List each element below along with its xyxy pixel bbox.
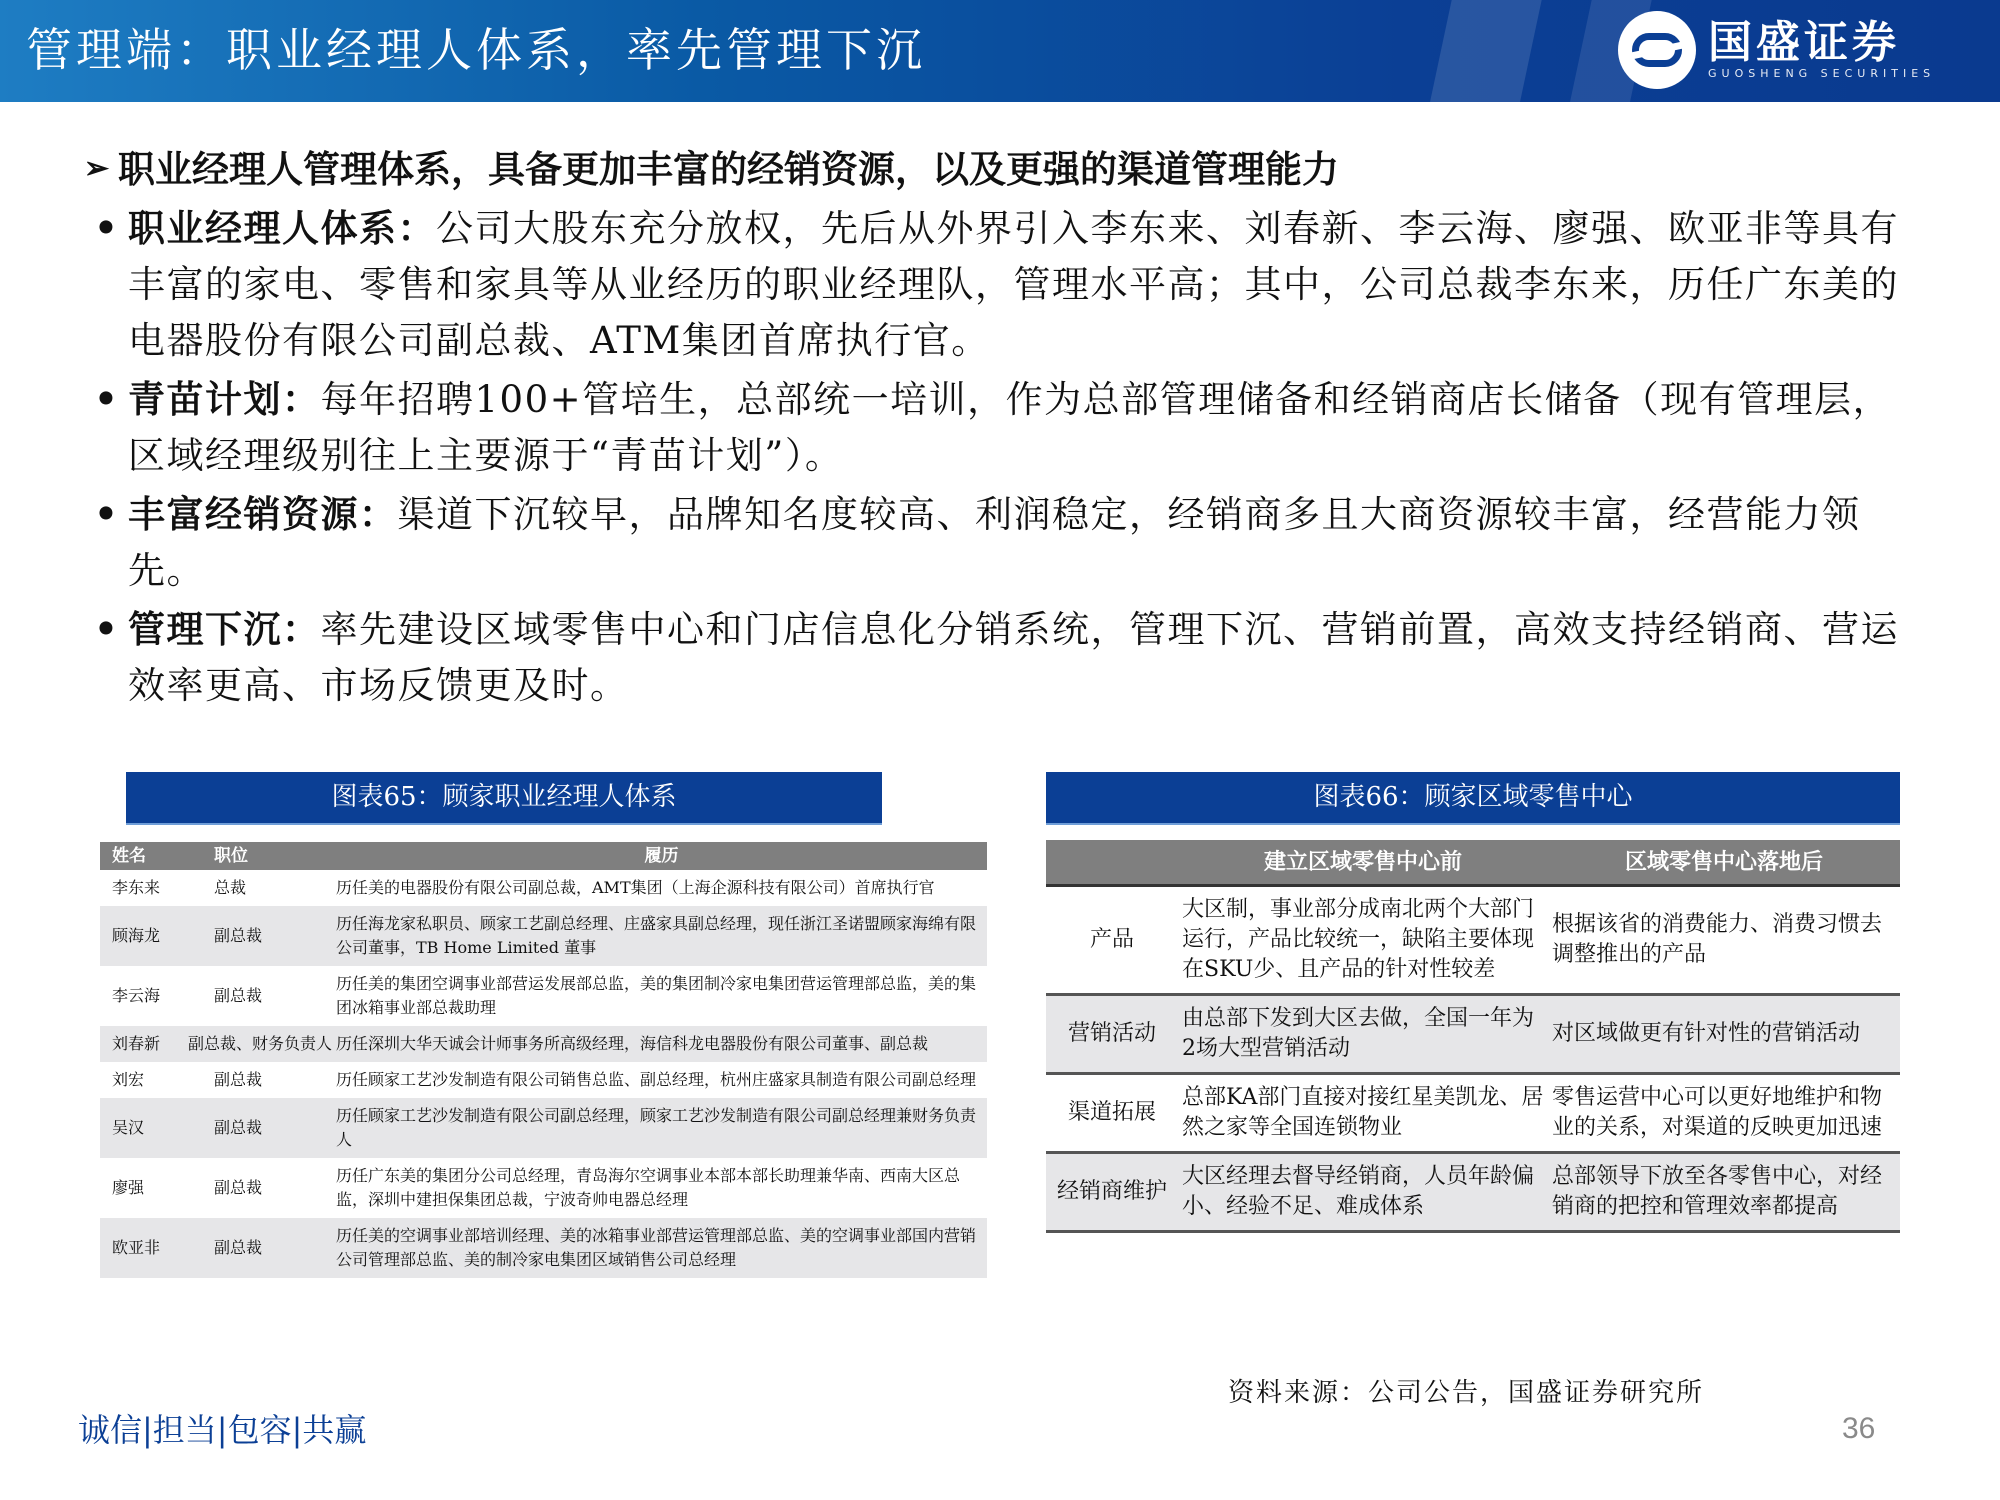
cell-position: 总裁 <box>214 878 247 897</box>
title-bar <box>0 0 2000 102</box>
cell-resume: 历任美的集团空调事业部营运发展部总监，美的集团制冷家电集团营运管理部总监，美的集团冰箱事业部总裁助理 <box>336 974 977 1017</box>
table-row <box>100 1098 987 1158</box>
cell-item: 经销商维护 <box>1056 1179 1167 1204</box>
cell-before: 总部KA部门直接对接红星美凯龙、居然之家等全国连锁物业 <box>1182 1085 1544 1140</box>
bullet-text: 率先建设区域零售中心和门店信息化分销系统，管理下沉、营销前置，高效支持经销商、营运效率更高、市场反馈更及时。 <box>128 608 1899 707</box>
logo-chinese-name: 国盛证券 <box>1708 17 1900 68</box>
bullet-item <box>84 601 1924 714</box>
cell-name: 李云海 <box>112 986 161 1005</box>
table-row <box>100 966 987 1026</box>
bullet-item <box>84 200 1924 369</box>
bullet-item <box>84 371 1924 484</box>
bullet-dot-icon: • <box>94 206 118 250</box>
bullet-text: 渠道下沉较早，品牌知名度较高、利润稳定，经销商多且大商资源较丰富，经营能力领先。 <box>128 493 1861 592</box>
cell-before: 大区制，事业部分成南北两个大部门运行，产品比较统一，缺陷主要体现在SKU少、且产品的针对性较差 <box>1182 897 1535 982</box>
guosheng-logo-icon <box>1618 11 1696 89</box>
arrow-right-icon: ➢ <box>84 151 110 186</box>
bullet-keyword: 管理下沉： <box>128 607 321 651</box>
cell-resume: 历任美的电器股份有限公司副总裁，AMT集团（上海企源科技有限公司）首席执行官 <box>336 878 935 897</box>
cell-item: 营销活动 <box>1067 1021 1156 1046</box>
table-row <box>1046 887 1900 996</box>
cell-resume: 历任顾家工艺沙发制造有限公司副总经理，顾家工艺沙发制造有限公司副总经理兼财务负责人 <box>336 1106 977 1149</box>
logo-english-name: GUOSHENG SECURITIES <box>1708 67 1936 80</box>
data-source-note: 资料来源：公司公告，国盛证券研究所 <box>1228 1378 1705 1408</box>
page-title: 管理端：职业经理人体系，率先管理下沉 <box>26 23 926 77</box>
bullet-keyword: 丰富经销资源： <box>128 492 398 536</box>
table-row <box>1046 1075 1900 1154</box>
column-header-name: 姓名 <box>112 846 146 866</box>
company-logo <box>1618 10 1935 90</box>
cell-position: 副总裁 <box>214 986 263 1005</box>
cell-item: 渠道拓展 <box>1067 1100 1156 1125</box>
footer-motto: 诚信|担当|包容|共赢 <box>78 1411 367 1449</box>
cell-after: 零售运营中心可以更好地维护和物业的关系，对渠道的反映更加迅速 <box>1552 1085 1883 1140</box>
cell-name: 李东来 <box>112 878 161 897</box>
bullet-text: 每年招聘100+管培生，总部统一培训，作为总部管理储备和经销商店长储备（现有管理层，区域经理级别往上主要源于“青苗计划”）。 <box>128 378 1892 477</box>
column-header-item <box>1046 840 1178 884</box>
table-header <box>1046 840 1900 887</box>
cell-position: 副总裁、财务负责人 <box>188 1034 333 1053</box>
bullet-item <box>84 486 1924 599</box>
bullet-dot-icon: • <box>94 607 118 651</box>
cell-resume: 历任海龙家私职员、顾家工艺副总经理、庄盛家具副总经理，现任浙江圣诺盟顾家海绵有限公司董事，TB Home Limited 董事 <box>336 914 977 957</box>
cell-name: 刘宏 <box>112 1070 145 1089</box>
bullet-keyword: 职业经理人体系： <box>128 206 436 250</box>
lead-point <box>84 140 1924 198</box>
table-row <box>100 1218 987 1278</box>
cell-before: 由总部下发到大区去做，全国一年为2场大型营销活动 <box>1182 1006 1535 1061</box>
table-row <box>100 1026 987 1062</box>
cell-item: 产品 <box>1089 927 1134 952</box>
bullet-dot-icon: • <box>94 377 118 421</box>
cell-name: 欧亚非 <box>112 1238 161 1257</box>
cell-before: 大区经理去督导经销商，人员年龄偏小、经验不足、难成体系 <box>1182 1164 1535 1219</box>
bullet-text: 公司大股东充分放权，先后从外界引入李东来、刘春新、李云海、廖强、欧亚非等具有丰富的家电、零售和家具等从业经历的职业经理队，管理水平高；其中，公司总裁李东来，历任广东美的电器股份有限公司副总裁、ATM集团首席执行官。 <box>128 207 1899 362</box>
cell-resume: 历任美的空调事业部培训经理、美的冰箱事业部营运管理部总监、美的空调事业部国内营销公司管理部总监、美的制冷家电集团区域销售公司总经理 <box>336 1226 977 1269</box>
column-header-after: 区域零售中心落地后 <box>1624 849 1823 875</box>
cell-name: 顾海龙 <box>112 926 161 945</box>
cell-after: 对区域做更有针对性的营销活动 <box>1552 1021 1861 1046</box>
cell-position: 副总裁 <box>214 1178 263 1197</box>
cell-name: 吴汉 <box>112 1118 145 1137</box>
cell-position: 副总裁 <box>214 1238 263 1257</box>
table-header <box>100 842 987 870</box>
bullet-dot-icon: • <box>94 492 118 536</box>
bullet-section <box>84 140 1924 714</box>
cell-position: 副总裁 <box>214 1118 263 1137</box>
chart66-title: 图表66：顾家区域零售中心 <box>1046 772 1900 825</box>
cell-resume: 历任深圳大华天诚会计师事务所高级经理，海信科龙电器股份有限公司董事、副总裁 <box>336 1034 929 1053</box>
retail-center-table <box>1046 840 1900 1233</box>
cell-after: 根据该省的消费能力、消费习惯去调整推出的产品 <box>1552 912 1883 967</box>
table-row <box>100 870 987 906</box>
column-header-resume: 履历 <box>644 846 679 866</box>
table-row <box>1046 1154 1900 1233</box>
table-row <box>100 906 987 966</box>
header-decoration <box>1424 0 1546 102</box>
cell-position: 副总裁 <box>214 1070 263 1089</box>
cell-name: 廖强 <box>112 1178 145 1197</box>
manager-table <box>100 842 987 1278</box>
lead-text: 职业经理人管理体系，具备更加丰富的经销资源，以及更强的渠道管理能力 <box>118 147 1339 191</box>
column-header-position: 职位 <box>214 846 248 866</box>
cell-resume: 历任顾家工艺沙发制造有限公司销售总监、副总经理，杭州庄盛家具制造有限公司副总经理 <box>336 1070 977 1089</box>
bullet-keyword: 青苗计划： <box>128 377 321 421</box>
table-row <box>100 1158 987 1218</box>
table-row <box>100 1062 987 1098</box>
cell-after: 总部领导下放至各零售中心，对经销商的把控和管理效率都提高 <box>1552 1164 1883 1219</box>
cell-position: 副总裁 <box>214 926 263 945</box>
column-header-before: 建立区域零售中心前 <box>1263 849 1462 875</box>
chart65-title: 图表65：顾家职业经理人体系 <box>126 772 882 825</box>
page-number: 36 <box>1842 1412 1876 1445</box>
table-row <box>1046 996 1900 1075</box>
cell-name: 刘春新 <box>112 1034 161 1053</box>
cell-resume: 历任广东美的集团分公司总经理，青岛海尔空调事业本部本部长助理兼华南、西南大区总监，深圳中建担保集团总裁，宁波奇帅电器总经理 <box>336 1166 961 1209</box>
